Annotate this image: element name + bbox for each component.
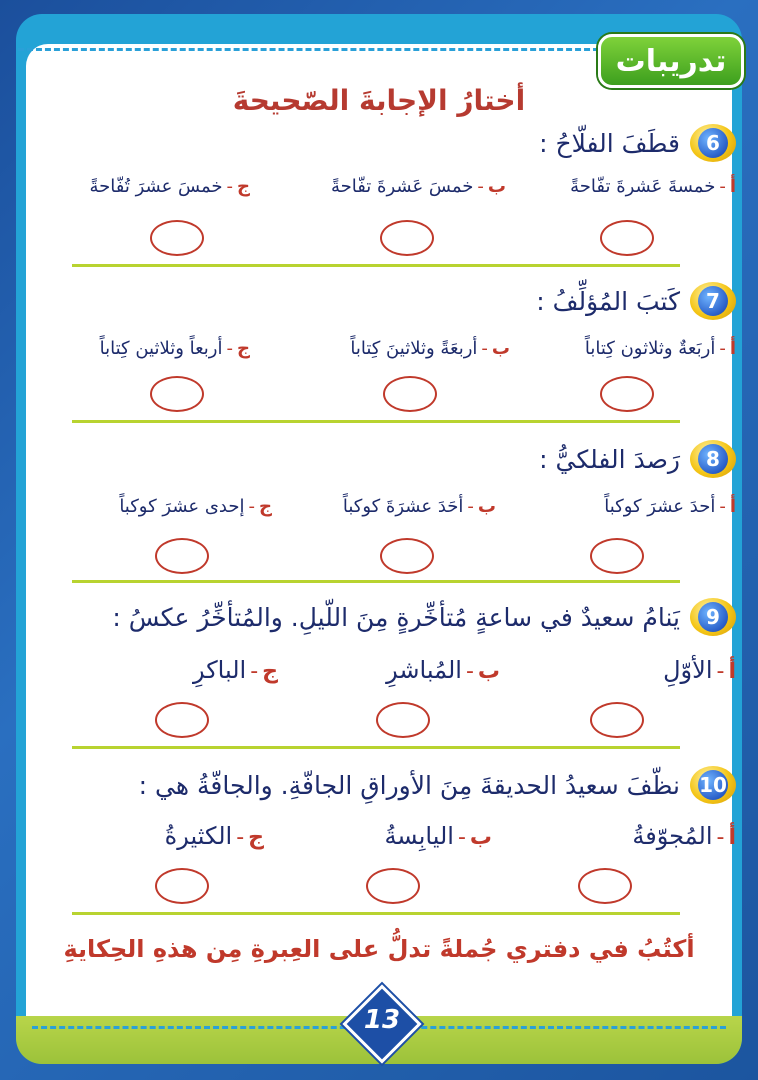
answer-bubble-b[interactable] <box>380 220 434 256</box>
question-7-text: كَتبَ المُؤلِّفُ : <box>536 286 680 316</box>
question-10-text: نظّفَ سعيدُ الحديقةَ مِنَ الأوراقِ الجافّةِ. والجافّةُ هي : <box>138 770 680 800</box>
option-a: أ-الأوّلِ <box>663 656 736 684</box>
question-6-options <box>0 176 758 216</box>
question-8-header <box>539 440 736 478</box>
option-a: أ-خمسةَ عَشرةَ تفّاحةً <box>570 176 736 197</box>
question-number-badge: 8 <box>690 440 736 478</box>
option-a: أ-أحدَ عشرَ كوكباً <box>604 496 736 517</box>
answer-bubble-b[interactable] <box>376 702 430 738</box>
question-number-badge: 10 <box>690 766 736 804</box>
answer-bubble-b[interactable] <box>380 538 434 574</box>
answer-bubble-c[interactable] <box>150 376 204 412</box>
question-9-options <box>0 656 758 696</box>
answer-bubble-b[interactable] <box>366 868 420 904</box>
option-c: ج-خمسَ عشرَ تُفّاحةً <box>89 176 250 197</box>
question-7-options <box>0 338 758 378</box>
separator <box>72 420 680 423</box>
page-number: 13 <box>363 1005 401 1035</box>
option-c: ج-أربعاً وثلاثين كِتاباً <box>99 338 250 359</box>
question-6-header <box>539 124 736 162</box>
writing-prompt: أكتُبُ في دفتري جُملةً تدلُّ على العِبرةِ مِن هذهِ الحِكايةِ <box>63 935 695 963</box>
option-c: ج-الكثيرةُ <box>164 822 264 850</box>
option-c: ج-إحدى عشرَ كوكباً <box>119 496 272 517</box>
section-badge: تدريبات <box>598 34 744 88</box>
top-dashed-line <box>18 48 608 51</box>
option-b: ب-المُباشرِ <box>386 656 500 684</box>
question-8-text: رَصدَ الفلكيُّ : <box>539 444 680 474</box>
option-a: أ-أربَعةٌ وثلاثون كِتاباً <box>584 338 736 359</box>
question-number-badge: 7 <box>690 282 736 320</box>
question-10-options <box>0 822 758 862</box>
answer-bubble-c[interactable] <box>155 868 209 904</box>
question-9-text: يَنامُ سعيدٌ في ساعةٍ مُتأخِّرةٍ مِنَ اللّيلِ. والمُتأخِّرُ عكسُ : <box>112 602 680 632</box>
question-6-text: قطَفَ الفلّاحُ : <box>539 128 680 158</box>
separator <box>72 580 680 583</box>
separator <box>72 264 680 267</box>
question-9-header <box>112 598 736 636</box>
instruction-title: أختارُ الإجابةَ الصّحيحةَ <box>232 84 526 117</box>
answer-bubble-c[interactable] <box>150 220 204 256</box>
question-10-header <box>139 766 736 804</box>
answer-bubble-a[interactable] <box>590 538 644 574</box>
question-number-badge: 9 <box>690 598 736 636</box>
question-number-badge: 6 <box>690 124 736 162</box>
answer-bubble-c[interactable] <box>155 538 209 574</box>
answer-bubble-a[interactable] <box>578 868 632 904</box>
separator <box>72 746 680 749</box>
answer-bubble-a[interactable] <box>590 702 644 738</box>
option-b: ب-خمسَ عَشرةَ تفّاحةً <box>330 176 506 197</box>
option-a: أ-المُجوّفةُ <box>632 822 736 850</box>
option-b: ب-أحَدَ عشرَةَ كوكباً <box>342 496 496 517</box>
answer-bubble-a[interactable] <box>600 220 654 256</box>
option-c: ج-الباكرِ <box>192 656 278 684</box>
answer-bubble-c[interactable] <box>155 702 209 738</box>
answer-bubble-b[interactable] <box>383 376 437 412</box>
question-7-header <box>536 282 736 320</box>
question-8-options <box>0 496 758 536</box>
option-b: ب-اليابِسةُ <box>384 822 492 850</box>
option-b: ب-أربعَةً وثلاثينَ كِتاباً <box>350 338 510 359</box>
separator <box>72 912 680 915</box>
answer-bubble-a[interactable] <box>600 376 654 412</box>
